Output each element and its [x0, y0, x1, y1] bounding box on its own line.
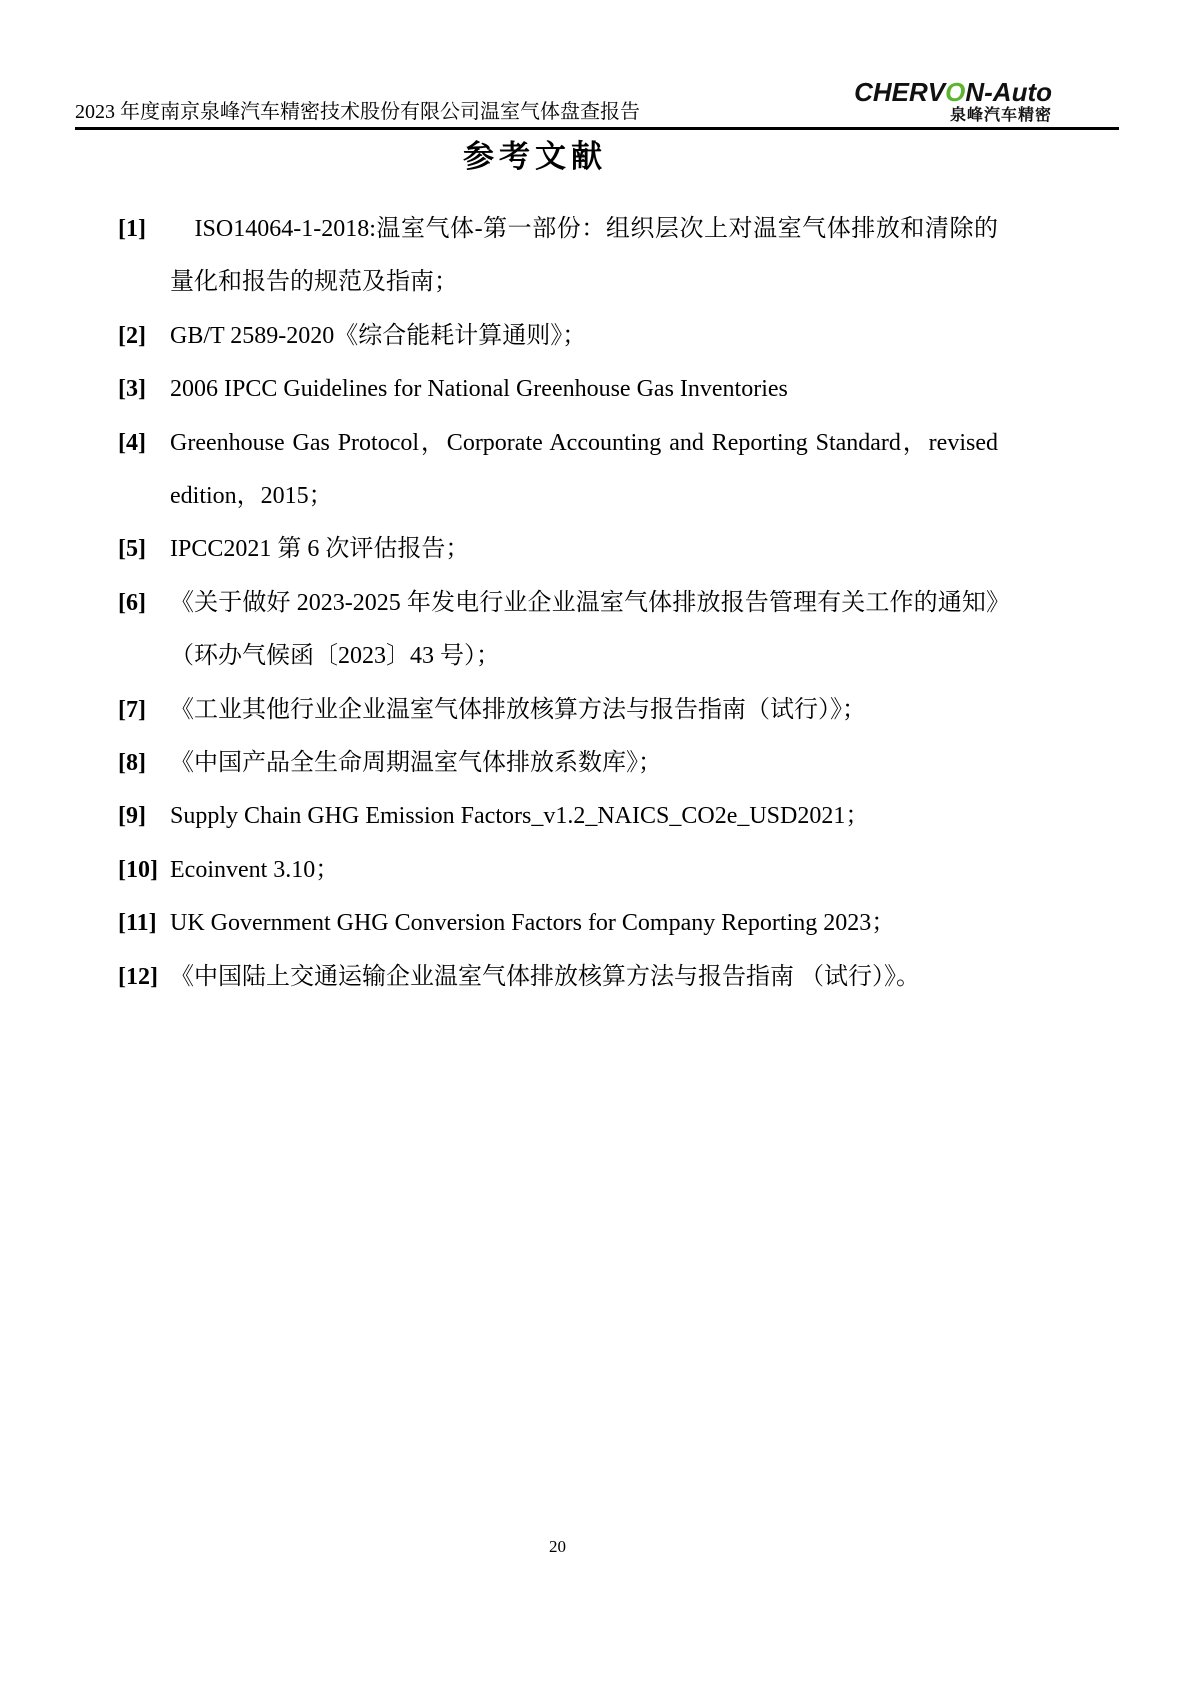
- reference-text: 《关于做好 2023-2025 年发电行业企业温室气体排放报告管理有关工作的通知》（环办气候函〔2023〕43 号）；: [170, 589, 998, 670]
- reference-item: [118, 417, 998, 524]
- reference-marker: [11]: [118, 910, 157, 937]
- reference-text: 《中国产品全生命周期温室气体排放系数库》；: [170, 750, 662, 777]
- page-header: [75, 70, 1118, 124]
- reference-item: [118, 203, 998, 310]
- logo-o-ring-icon: O: [945, 77, 966, 107]
- reference-marker: [1]: [118, 216, 146, 242]
- logo-chinese-name: 泉峰汽车精密: [949, 107, 1052, 124]
- report-title: 2023 年度南京泉峰汽车精密技术股份有限公司温室气体盘查报告: [75, 101, 640, 123]
- reference-text: Greenhouse Gas Protocol，Corporate Accounting and Reporting Standard，revised edition，2015；: [170, 429, 998, 510]
- reference-marker: [6]: [118, 589, 146, 616]
- reference-item: [118, 684, 998, 737]
- reference-item: [118, 897, 998, 950]
- reference-text: Supply Chain GHG Emission Factors_v1.2_NAICS_CO2e_USD2021；: [170, 803, 870, 830]
- page-number: 20: [549, 1537, 566, 1556]
- chervon-auto-logo: [854, 79, 1118, 124]
- reference-marker: [7]: [118, 696, 146, 723]
- reference-item: [118, 951, 998, 1004]
- reference-item: [118, 737, 998, 790]
- logo-wordmark: [854, 79, 1052, 105]
- reference-marker: [5]: [118, 536, 146, 563]
- reference-list: [118, 203, 998, 1004]
- reference-item: [118, 844, 998, 897]
- reference-text: Ecoinvent 3.10；: [170, 856, 340, 883]
- reference-marker: [10]: [118, 856, 158, 883]
- reference-text: IPCC2021 第 6 次评估报告；: [170, 536, 470, 563]
- reference-marker: [4]: [118, 429, 146, 456]
- reference-marker: [2]: [118, 322, 146, 349]
- reference-marker: [8]: [118, 750, 146, 777]
- logo-text-post: N-Auto: [965, 77, 1052, 107]
- reference-item: [118, 577, 998, 684]
- reference-item: [118, 523, 998, 576]
- reference-marker: [9]: [118, 803, 146, 830]
- reference-item: [118, 310, 998, 363]
- reference-marker: [12]: [118, 963, 158, 990]
- reference-text: UK Government GHG Conversion Factors for Company Reporting 2023；: [170, 910, 896, 937]
- logo-text-pre: CHERV: [854, 77, 946, 107]
- reference-text: 《工业其他行业企业温室气体排放核算方法与报告指南（试行）》；: [170, 696, 866, 723]
- reference-item: [118, 790, 998, 843]
- reference-marker: [3]: [118, 376, 146, 403]
- page-title: 参考文献: [463, 139, 607, 174]
- reference-text: ISO14064-1-2018:温室气体-第一部份：组织层次上对温室气体排放和清除的量化和报告的规范及指南；: [170, 216, 998, 296]
- reference-text: 2006 IPCC Guidelines for National Greenhouse Gas Inventories: [170, 376, 788, 403]
- reference-text: 《中国陆上交通运输企业温室气体排放核算方法与报告指南 （试行）》。: [170, 963, 920, 990]
- page-footer: [75, 1537, 1040, 1557]
- reference-item: [118, 363, 998, 416]
- header-divider: [75, 127, 1119, 130]
- reference-text: GB/T 2589-2020《综合能耗计算通则》；: [170, 322, 587, 349]
